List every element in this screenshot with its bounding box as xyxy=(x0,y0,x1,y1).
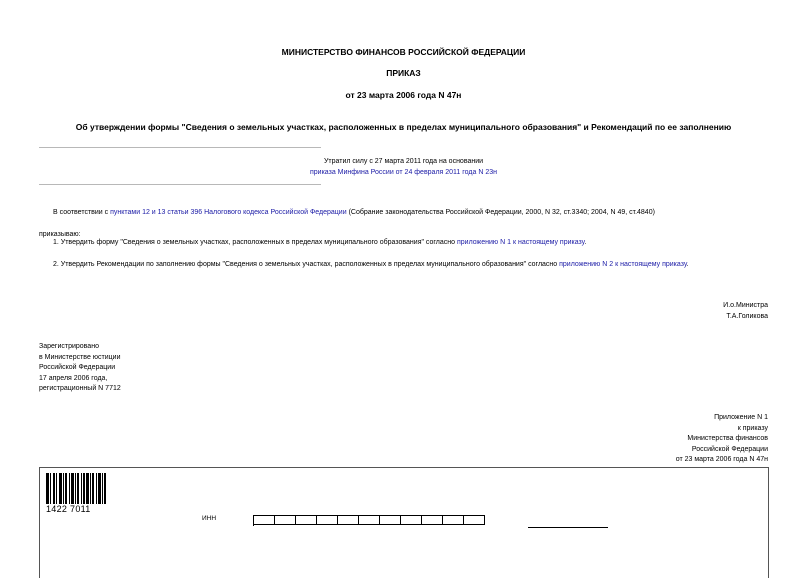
order-item-2 xyxy=(53,260,793,271)
order-word: приказываю: xyxy=(39,231,81,238)
preamble xyxy=(53,208,773,219)
inn-digit-cell[interactable] xyxy=(401,515,422,525)
order-item-end: . xyxy=(584,239,587,246)
appendix-1-link[interactable]: приложению N 1 к настоящему приказу xyxy=(456,239,585,246)
tax-code-link[interactable]: пунктами 12 и 13 статьи 396 Налогового кодекса Российской Федерации xyxy=(110,209,347,216)
registration-line: Зарегистрировано xyxy=(39,343,99,350)
inn-digit-cell[interactable] xyxy=(464,515,485,525)
appendix-line: к приказу xyxy=(737,424,768,432)
doc-type-heading: ПРИКАЗ xyxy=(386,68,421,78)
doc-title: Об утверждении формы "Сведения о земельных участках, расположенных в пределах муниципального образования" и Рекомендаций по ее заполнению xyxy=(75,122,732,132)
registration-block xyxy=(39,342,121,395)
registration-line: Российской Федерации xyxy=(39,364,116,371)
order-item-text: 2. Утвердить Рекомендации по заполнению формы "Сведения о земельных участках, расположенных в пределах муниципального образования" согласно xyxy=(53,261,560,268)
inn-digit-cell[interactable] xyxy=(422,515,443,525)
inn-digit-cell[interactable] xyxy=(317,515,338,525)
registration-line: 17 апреля 2006 года, xyxy=(39,374,108,382)
inn-digit-cell[interactable] xyxy=(359,515,380,525)
signature-line xyxy=(528,527,608,528)
inn-digit-cell[interactable] xyxy=(275,515,296,525)
preamble-source: (Собрание законодательства Российской Федерации, 2000, N 32, ст.3340; 2004, N 49, ст.4840) xyxy=(346,209,655,216)
divider-bottom xyxy=(39,184,321,185)
ministry-heading: МИНИСТЕРСТВО ФИНАНСОВ РОССИЙСКОЙ ФЕДЕРАЦИИ xyxy=(281,47,526,57)
registration-line: регистрационный N 7712 xyxy=(39,385,121,392)
appendix-block xyxy=(560,413,768,466)
status-note-link[interactable]: приказа Минфина России от 24 февраля 2011 года N 23н xyxy=(310,168,497,176)
signature-name: Т.А.Голикова xyxy=(726,312,768,320)
appendix-line: Приложение N 1 xyxy=(714,414,768,421)
barcode-number: 1422 7011 xyxy=(46,504,106,514)
signature-block xyxy=(560,301,768,322)
appendix-line: от 23 марта 2006 года N 47н xyxy=(675,456,768,463)
inn-digit-cell[interactable] xyxy=(296,515,317,525)
inn-label: ИНН xyxy=(202,515,217,522)
registration-line: в Министерстве юстиции xyxy=(39,353,121,361)
inn-input-cells[interactable] xyxy=(253,515,485,526)
order-item-end: . xyxy=(686,261,689,268)
inn-digit-cell[interactable] xyxy=(254,515,275,525)
inn-digit-cell[interactable] xyxy=(338,515,359,525)
appendix-2-link[interactable]: приложению N 2 к настоящему приказу xyxy=(559,261,687,268)
order-item-1 xyxy=(53,238,773,249)
status-note xyxy=(0,157,807,178)
preamble-text: В соответствии с xyxy=(53,209,111,216)
divider-top xyxy=(39,147,321,148)
status-note-text: Утратил силу с 27 марта 2011 года на основании xyxy=(323,158,484,165)
order-item-text: 1. Утвердить форму "Сведения о земельных участках, расположенных в пределах муниципального образования" согласно xyxy=(53,239,457,246)
appendix-line: Российской Федерации xyxy=(691,445,768,453)
inn-digit-cell[interactable] xyxy=(380,515,401,525)
inn-digit-cell[interactable] xyxy=(443,515,464,525)
doc-date-number: от 23 марта 2006 года N 47н xyxy=(345,90,462,100)
appendix-line: Министерства финансов xyxy=(687,435,768,442)
signature-position: И.о.Министра xyxy=(723,302,768,309)
